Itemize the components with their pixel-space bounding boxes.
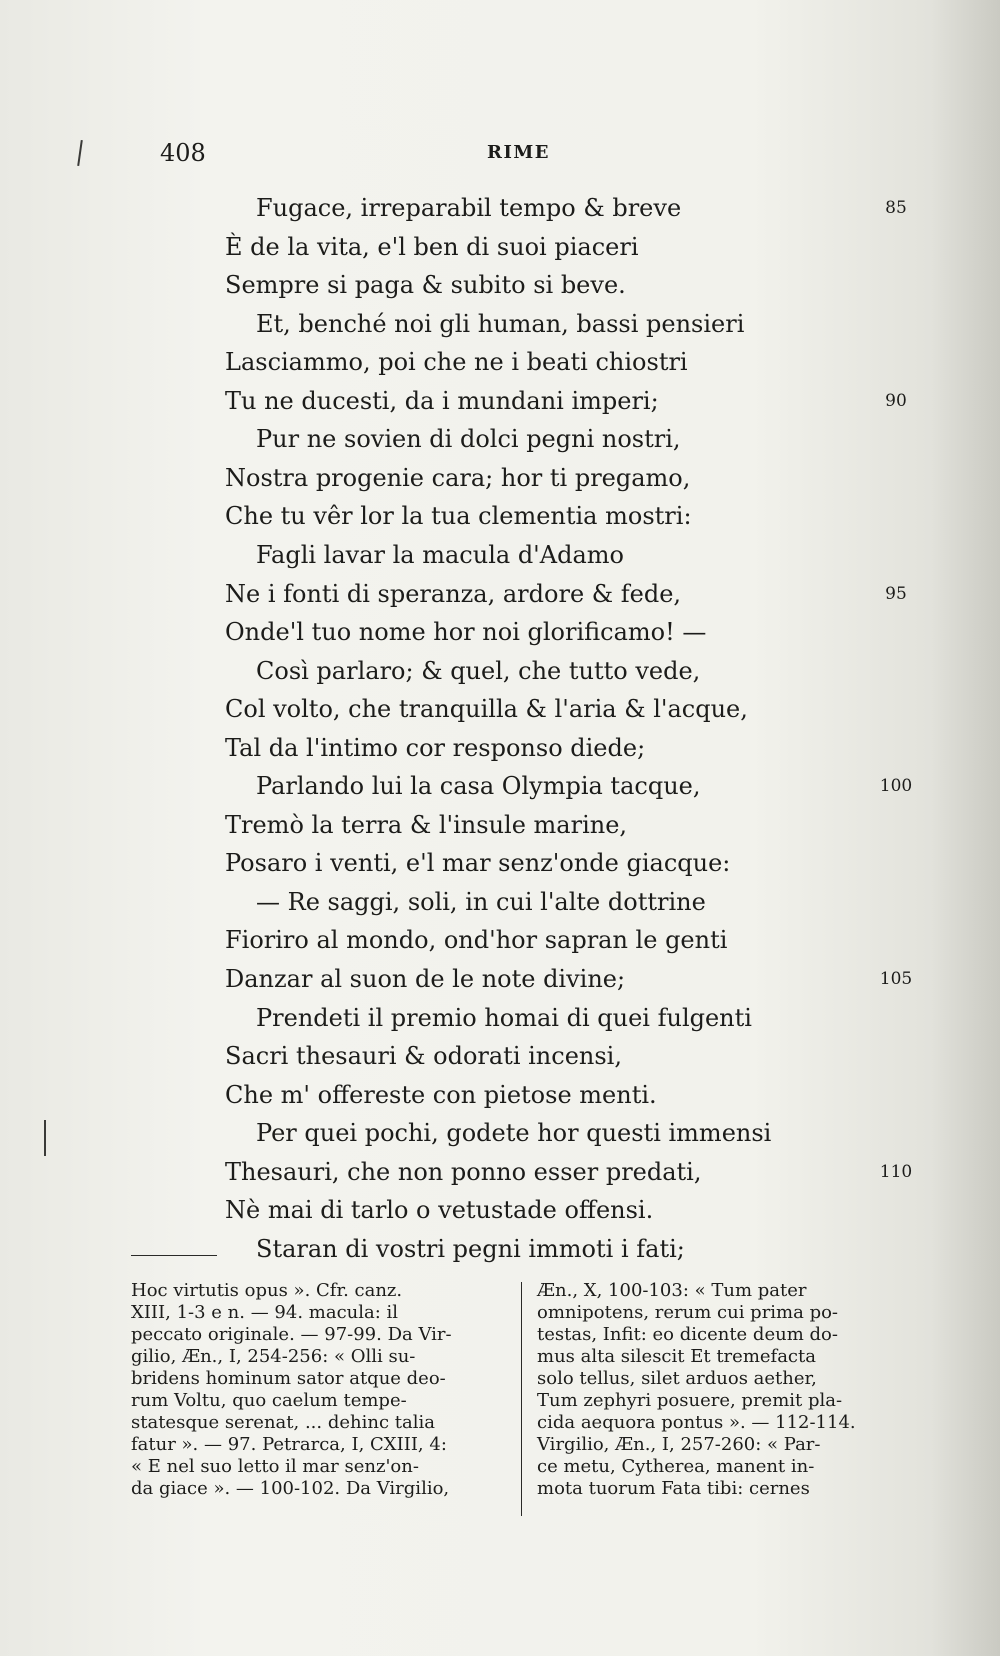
verse-line: Fioriro al mondo, ond'hor sapran le genti xyxy=(225,926,728,954)
verse-line: Sacri thesauri & odorati incensi, xyxy=(225,1042,622,1070)
verse-line: Et, benché noi gli human, bassi pensieri xyxy=(256,310,745,338)
verse-line: Parlando lui la casa Olympia tacque, xyxy=(256,772,701,800)
verse-line: Danzar al suon de le note divine; xyxy=(225,965,626,993)
verse-line: Ne i fonti di speranza, ardore & fede, xyxy=(225,580,682,608)
footnote-column-left: Hoc virtutis opus ». Cfr. canz. XIII, 1-3 e n. — 94. macula: il peccato originale. — 97-99. Da Vir- gilio, Æn., I, 254-256: « Olli su- bridens hominum sator atque deo- rum Voltu, quo caelum tempe- statesque serenat, ... dehinc talia fatur ». — 97. Petrarca, I, CXIII, 4: « E nel suo letto il mar senz'on- da giace ». — 100-102. Da Virgilio, xyxy=(131,1280,452,1499)
verse-line: Thesauri, che non ponno esser predati, xyxy=(225,1158,702,1186)
verse-line: Fugace, irreparabil tempo & breve xyxy=(256,194,682,222)
verse-line-number: 105 xyxy=(879,969,913,989)
footnote-rule xyxy=(131,1255,217,1256)
margin-mark xyxy=(77,140,83,166)
verse-line: Così parlaro; & quel, che tutto vede, xyxy=(256,657,701,685)
verse-line: Tal da l'intimo cor responso diede; xyxy=(225,734,646,762)
footnote-column-divider xyxy=(521,1282,522,1516)
verse-line: Posaro i venti, e'l mar senz'onde giacque: xyxy=(225,849,731,877)
verse-line: Che tu vêr lor la tua clementia mostri: xyxy=(225,502,692,530)
verse-line: — Re saggi, soli, in cui l'alte dottrine xyxy=(256,888,706,916)
verse-line: Tremò la terra & l'insule marine, xyxy=(225,811,628,839)
page-edge-shadow xyxy=(930,0,1000,1656)
verse-line: Lasciammo, poi che ne i beati chiostri xyxy=(225,348,688,376)
verse-line: Prendeti il premio homai di quei fulgenti xyxy=(256,1004,752,1032)
verse-line: Nè mai di tarlo o vetustade offensi. xyxy=(225,1196,654,1224)
running-head: RIME xyxy=(487,142,551,163)
verse-line: Che m' offereste con pietose menti. xyxy=(225,1081,657,1109)
verse-line: Tu ne ducesti, da i mundani imperi; xyxy=(225,387,659,415)
verse-line: È de la vita, e'l ben di suoi piaceri xyxy=(225,233,639,261)
verse-line: Nostra progenie cara; hor ti pregamo, xyxy=(225,464,691,492)
verse-line-number: 100 xyxy=(879,776,913,796)
margin-mark xyxy=(44,1120,46,1156)
verse-line: Per quei pochi, godete hor questi immensi xyxy=(256,1119,772,1147)
verse-line-number: 95 xyxy=(885,584,907,604)
verse-line: Sempre si paga & subito si beve. xyxy=(225,271,626,299)
verse-line: Onde'l tuo nome hor noi glorificamo! — xyxy=(225,618,707,646)
footnote-column-right: Æn., X, 100-103: « Tum pater omnipotens, rerum cui prima po- testas, Infit: eo dicente deum do- mus alta silescit Et tremefacta solo tellus, silet arduos aether, Tum zephyri posuere, premit pla- cida aequora pontus ». — 112-114. Virgilio, Æn., I, 257-260: « Par- ce metu, Cytherea, manent in- mota tuorum Fata tibi: cernes xyxy=(537,1280,856,1499)
verse-line: Fagli lavar la macula d'Adamo xyxy=(256,541,624,569)
verse-line-number: 90 xyxy=(885,391,907,411)
verse-line: Col volto, che tranquilla & l'aria & l'acque, xyxy=(225,695,748,723)
verse-line-number: 85 xyxy=(885,198,907,218)
verse-line-number: 110 xyxy=(879,1162,913,1182)
verse-line: Staran di vostri pegni immoti i fati; xyxy=(256,1235,685,1263)
page-number: 408 xyxy=(160,139,206,167)
verse-line: Pur ne sovien di dolci pegni nostri, xyxy=(256,425,681,453)
